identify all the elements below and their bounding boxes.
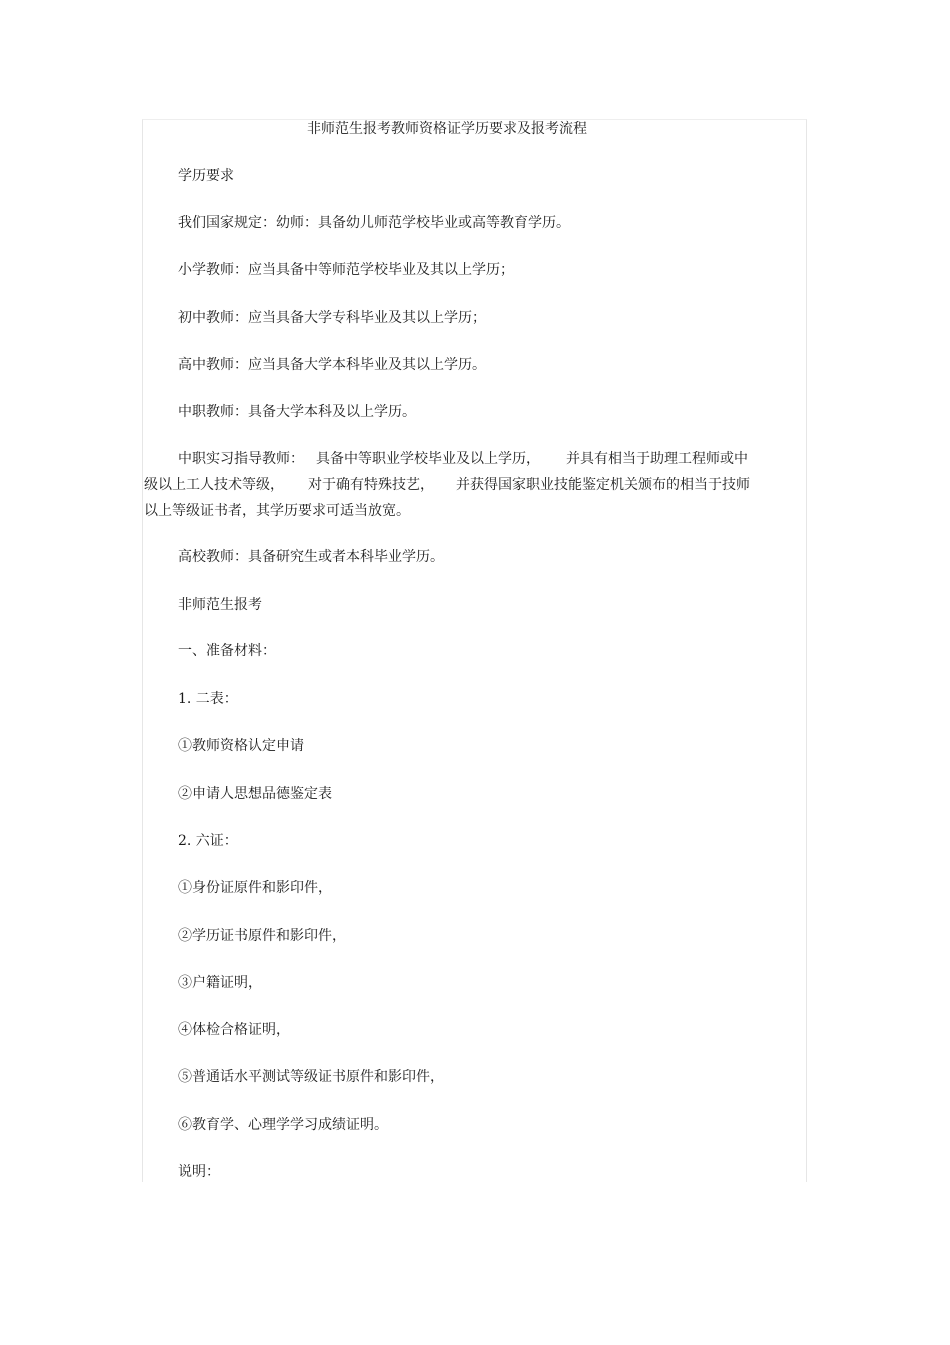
item-household-registration: ③户籍证明， xyxy=(178,975,262,991)
vocational-line2-b: 对于确有特殊技艺， xyxy=(308,477,434,493)
paragraph-senior-high: 高中教师：应当具备大学本科毕业及其以上学历。 xyxy=(178,357,486,373)
vocational-line3: 以上等级证书者，其学历要求可适当放宽。 xyxy=(144,503,410,519)
vocational-line1-c: 并具有相当于助理工程师或中 xyxy=(566,451,748,467)
paragraph-kindergarten: 我们国家规定：幼师：具备幼儿师范学校毕业或高等教育学历。 xyxy=(178,215,570,231)
item-mandarin-certificate: ⑤普通话水平测试等级证书原件和影印件， xyxy=(178,1069,444,1085)
paragraph-primary: 小学教师：应当具备中等师范学校毕业及其以上学历； xyxy=(178,262,514,278)
item-pedagogy-psychology-scores: ⑥教育学、心理学学习成绩证明。 xyxy=(178,1117,388,1133)
paragraph-vocational-instructor xyxy=(144,446,784,524)
vocational-line2-a: 级以上工人技术等级， xyxy=(144,477,284,493)
item-form-moral-appraisal: ②申请人思想品德鉴定表 xyxy=(178,786,332,802)
paragraph-university: 高校教师：具备研究生或者本科毕业学历。 xyxy=(178,549,444,565)
vocational-line1-b: 具备中等职业学校毕业及以上学历， xyxy=(316,451,540,467)
heading-non-normal-applicants: 非师范生报考 xyxy=(178,597,262,613)
item-diploma: ②学历证书原件和影印件， xyxy=(178,928,346,944)
heading-education-requirements: 学历要求 xyxy=(178,168,234,184)
item-two-forms: 1. 二表： xyxy=(178,691,238,707)
vocational-line2-c: 并获得国家职业技能鉴定机关颁布的相当于技师 xyxy=(456,477,750,493)
item-form-application: ①教师资格认定申请 xyxy=(178,738,304,754)
item-six-certificates: 2. 六证： xyxy=(178,833,238,849)
vocational-line1-a: 中职实习指导教师： xyxy=(178,451,304,467)
item-health-certificate: ④体检合格证明， xyxy=(178,1022,290,1038)
heading-notes: 说明： xyxy=(178,1164,220,1180)
paragraph-junior-high: 初中教师：应当具备大学专科毕业及其以上学历； xyxy=(178,310,486,326)
heading-prepare-materials: 一、准备材料： xyxy=(178,643,276,659)
item-id-card: ①身份证原件和影印件， xyxy=(178,880,332,896)
document-title: 非师范生报考教师资格证学历要求及报考流程 xyxy=(307,121,587,137)
paragraph-vocational: 中职教师：具备大学本科及以上学历。 xyxy=(178,404,416,420)
